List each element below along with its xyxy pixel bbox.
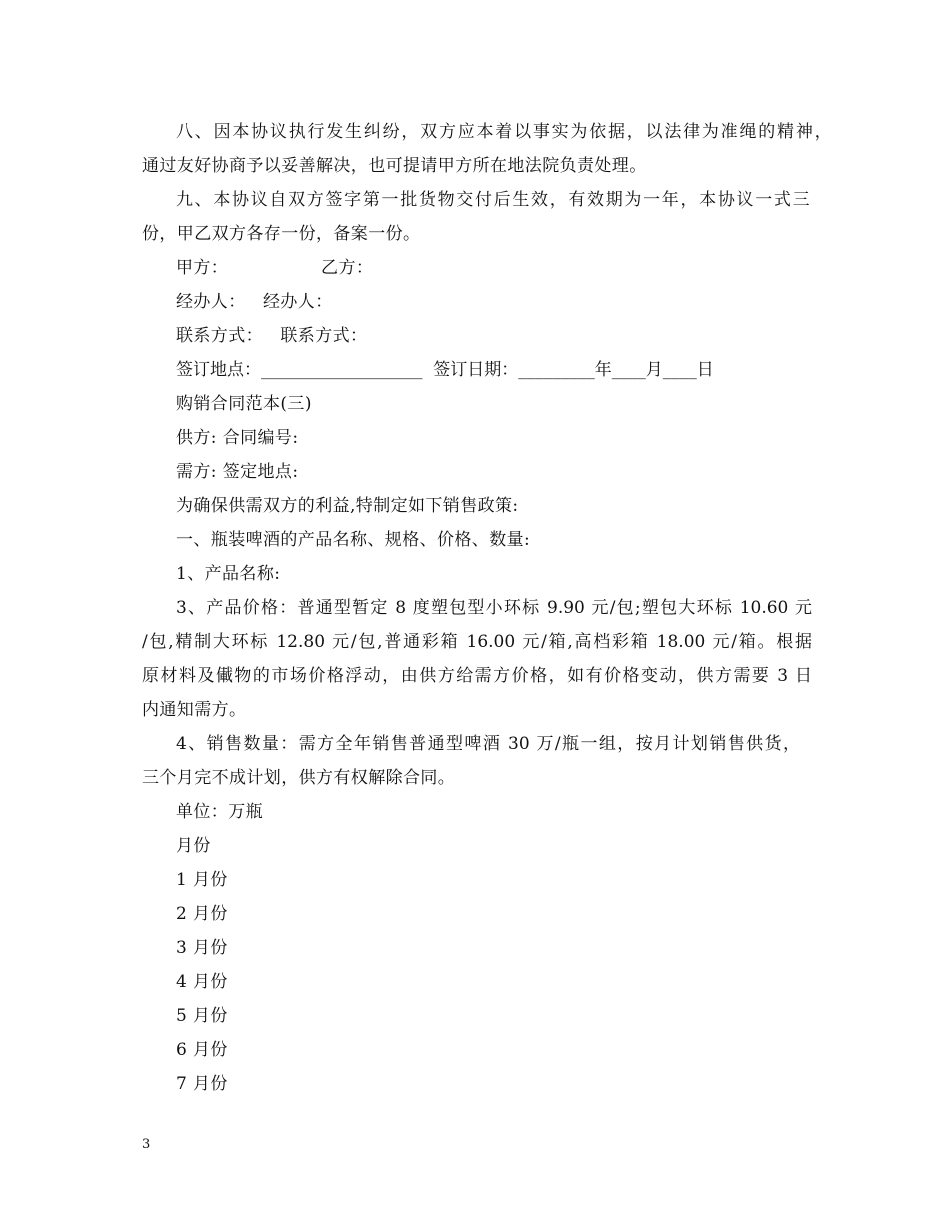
paragraph-line: 内通知需方。 xyxy=(142,700,247,720)
table-row-month: 6 月份 xyxy=(176,1040,228,1060)
paragraph-line: 一、瓶装啤酒的产品名称、规格、价格、数量: xyxy=(176,530,531,550)
paragraph-line: 原材料及儎物的市场价格浮动，由供方给需方价格，如有价格变动，供方需要 3 日 xyxy=(142,666,812,686)
signature-line-place-date: 签订地点：___________________ 签订日期：_________年____月____日 xyxy=(176,360,714,380)
paragraph-line: 4、销售数量：需方全年销售普通型啤酒 30 万/瓶一组，按月计划销售供货， xyxy=(176,734,800,754)
table-row-month: 5 月份 xyxy=(176,1006,228,1026)
table-row-month: 7 月份 xyxy=(176,1074,228,1094)
signature-line-handler: 经办人： 经办人： xyxy=(176,292,333,312)
signature-line-contact: 联系方式： 联系方式： xyxy=(176,326,368,346)
section-title: 购销合同范本(三) xyxy=(176,394,312,414)
paragraph-line: /包,精制大环标 12.80 元/包,普通彩箱 16.00 元/箱,高档彩箱 18.00 元/箱。根据 xyxy=(142,632,812,652)
table-header-month: 月份 xyxy=(176,836,211,856)
table-unit-label: 单位：万瓶 xyxy=(176,802,263,822)
page-number: 3 xyxy=(142,1137,151,1152)
paragraph-line: 为确保供需双方的利益,特制定如下销售政策: xyxy=(176,496,519,516)
table-row-month: 2 月份 xyxy=(176,904,228,924)
table-row-month: 3 月份 xyxy=(176,938,228,958)
paragraph-line: 3、产品价格：普通型暂定 8 度塑包型小环标 9.90 元/包;塑包大环标 10.60 元 xyxy=(176,598,812,618)
table-row-month: 1 月份 xyxy=(176,870,228,890)
paragraph-line: 九、本协议自双方签字第一批货物交付后生效，有效期为一年，本协议一式三 xyxy=(176,190,810,210)
table-row-month: 4 月份 xyxy=(176,972,228,992)
paragraph-line: 需方: 签定地点: xyxy=(176,462,299,482)
paragraph-line: 1、产品名称: xyxy=(176,564,281,584)
paragraph-line: 通过友好协商予以妥善解决，也可提请甲方所在地法院负责处理。 xyxy=(142,156,647,176)
paragraph-line: 份，甲乙双方各存一份，备案一份。 xyxy=(142,224,421,244)
paragraph-line: 八、因本协议执行发生纠纷，双方应本着以事实为依据，以法律为准绳的精神， xyxy=(176,122,832,142)
signature-line-party: 甲方： 乙方： xyxy=(176,258,374,278)
paragraph-line: 供方: 合同编号: xyxy=(176,428,299,448)
paragraph-line: 三个月完不成计划，供方有权解除合同。 xyxy=(142,768,456,788)
